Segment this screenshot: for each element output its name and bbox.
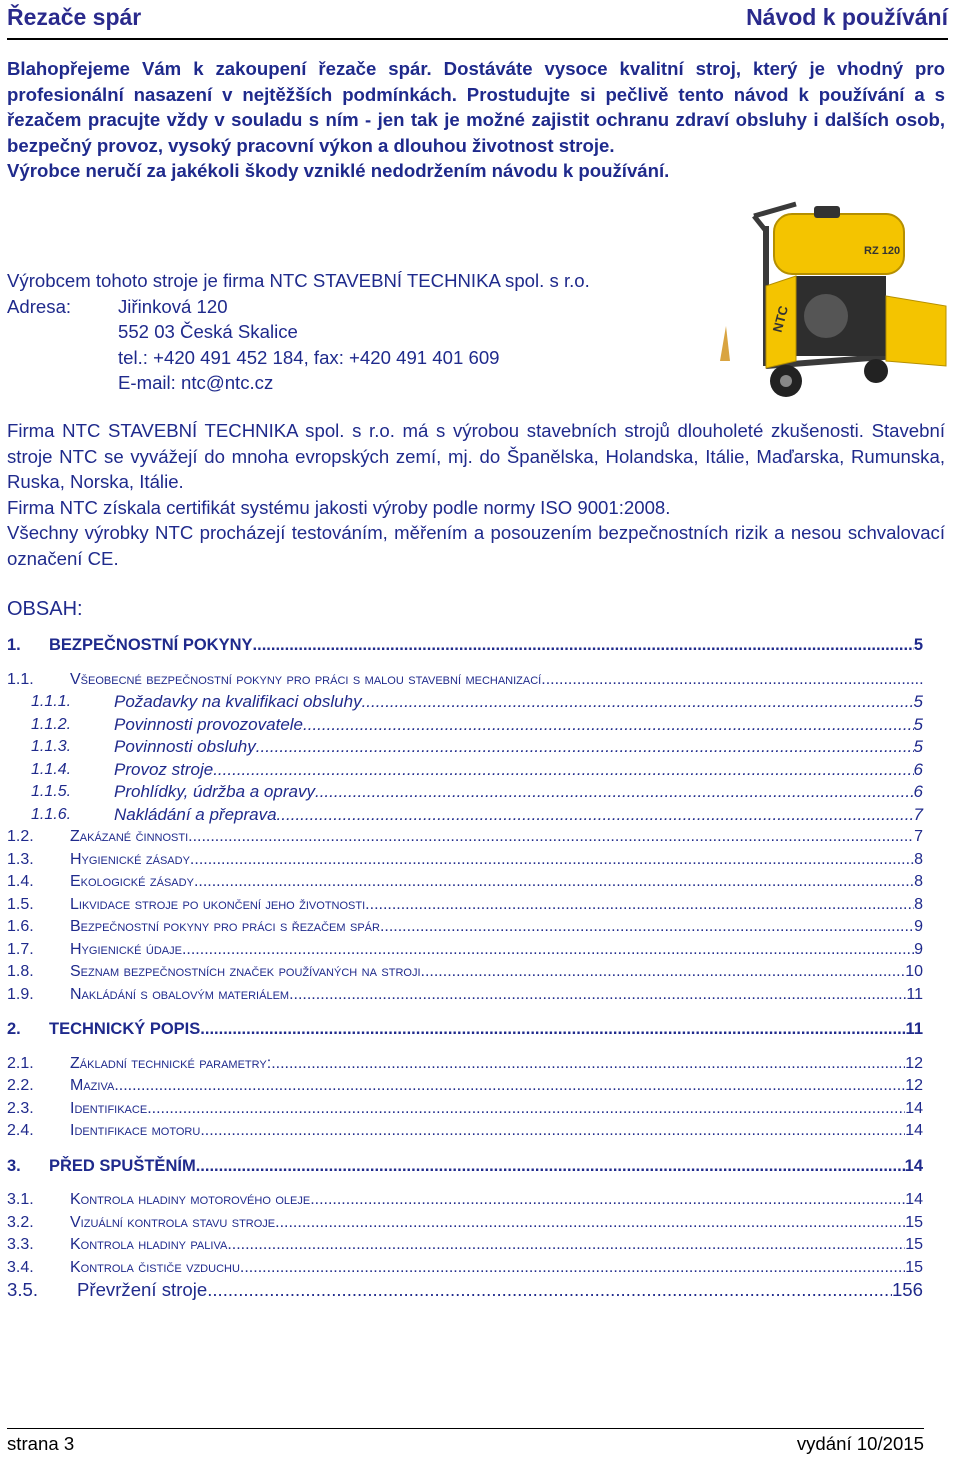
toc-number: 1.6. (7, 918, 34, 935)
city: 552 03 Česká Skalice (118, 321, 298, 342)
toc-entry[interactable] (7, 1155, 923, 1178)
page-header (7, 0, 948, 40)
toc-title-text: Požadavky na kvalifikaci obsluhy (114, 692, 362, 711)
toc-page: 6 (913, 782, 923, 801)
toc-title-text: Seznam bezpečnostních značek používaných na stroji (70, 963, 421, 980)
toc-title-text: PŘED SPUŠTĚNÍM (49, 1156, 196, 1175)
toc-page: 12 (905, 1054, 923, 1072)
toc-page: 12 (905, 1077, 923, 1094)
toc-number: 1.2. (7, 828, 34, 845)
company-info (7, 418, 945, 571)
toc-entry[interactable] (7, 781, 923, 804)
company-experience: Firma NTC STAVEBNÍ TECHNIKA spol. s r.o. má s výrobou stavebních strojů dlouholeté zkušenosti. Stavební stroje NTC se vyvážejí do mnoha evropských zemí, mj. do Španělska, Holandska, Itálie, Maďarska, Rumunska, Ruska, Norska, Itálie. (7, 420, 945, 492)
toc-leader (188, 826, 914, 849)
toc-page: 8 (914, 873, 923, 890)
manufacturer-line: Výrobcem tohoto stroje je firma NTC STAVEBNÍ TECHNIKA spol. s r.o. (7, 270, 590, 291)
toc-leader (256, 736, 914, 759)
toc-leader (289, 984, 906, 1007)
toc-entry[interactable] (7, 849, 923, 872)
toc-title-text: Bezpečnostní pokyny pro práci s řezačem spár (70, 918, 380, 935)
address-row (7, 294, 707, 320)
toc-leader (275, 1212, 905, 1235)
toc-title-text: Hygienické údaje (70, 940, 182, 958)
blade-guard (886, 296, 946, 366)
toc-number: 2.3. (7, 1099, 34, 1117)
toc-number: 1.1.5. (31, 783, 72, 800)
toc-leader (380, 916, 914, 939)
toc-title: OBSAH: (7, 598, 83, 620)
toc-number: 1.1. (7, 670, 34, 688)
toc-number: 3.5. (7, 1279, 39, 1300)
intro-text (7, 56, 945, 184)
joint-cutter-image (696, 186, 958, 412)
toc-leader (362, 691, 914, 714)
toc-entry[interactable] (7, 1189, 923, 1212)
toc-leader (277, 804, 914, 827)
toc-leader (365, 894, 914, 917)
toc-title-text: Základní technické parametry: (70, 1054, 272, 1072)
brand-label: NTC (769, 304, 792, 334)
toc-entry[interactable] (7, 939, 923, 962)
toc-page: 5 (913, 714, 923, 734)
toc-number: 2.2. (7, 1077, 34, 1094)
table-of-contents (7, 634, 923, 1302)
toc-title-text: Všeobecné bezpečnostní pokyny pro práci s malou stavební mechanizací (70, 670, 542, 688)
ce-marking: Všechny výrobky NTC procházejí testováním, měřením a posouzením bezpečnostních rizik a nesou schvalovací označení CE. (7, 522, 945, 569)
toc-entry[interactable] (7, 871, 923, 894)
toc-title-text: Provoz stroje (114, 759, 214, 779)
toc-number: 1.1.1. (31, 693, 72, 710)
engine-cover (804, 294, 848, 338)
toc-entry[interactable] (7, 1098, 923, 1121)
toc-entry[interactable] (7, 1257, 923, 1280)
toc-title-text: Hygienické zásady (70, 850, 190, 868)
toc-title-text: Zakázané činnosti (70, 828, 189, 845)
toc-number: 2.1. (7, 1054, 34, 1072)
disclaimer: Výrobce neručí za jakékoli škody vzniklé nedodržením návodu k používání. (7, 160, 670, 181)
toc-title-text: BEZPEČNOSTNÍ POKYNY (49, 636, 253, 654)
toc-leader (182, 939, 914, 962)
toc-number: 1.1.3. (31, 738, 72, 755)
toc-leader (421, 961, 906, 984)
tank-cap (814, 206, 840, 218)
toc-page: 8 (914, 850, 923, 868)
street: Jiřinková 120 (118, 295, 228, 317)
toc-title-text: Kontrola hladiny motorového oleje (70, 1191, 311, 1208)
toc-number: 1.9. (7, 985, 34, 1003)
toc-entry[interactable] (7, 691, 923, 714)
toc-title-text: Nakládání a přeprava (114, 804, 277, 824)
toc-leader (310, 1189, 905, 1212)
toc-entry[interactable] (7, 1018, 923, 1041)
header-subtitle: Návod k používání (746, 4, 948, 30)
toc-page: 8 (914, 895, 923, 913)
toc-leader (114, 1075, 905, 1098)
toc-title-text: Povinnosti obsluhy (114, 737, 256, 756)
toc-title-text: Ekologické zásady (70, 873, 194, 890)
page-number: strana 3 (7, 1433, 75, 1454)
manufacturer-info (7, 268, 707, 396)
toc-number: 1.8. (7, 963, 34, 980)
toc-number: 2.4. (7, 1122, 34, 1139)
toc-leader (194, 871, 914, 894)
toc-leader (227, 1234, 905, 1257)
toc-leader (303, 714, 914, 737)
toc-title-text: Kontrola čističe vzduchu (70, 1258, 240, 1276)
toc-number: 1. (7, 636, 21, 654)
toc-page: 9 (914, 940, 923, 958)
toc-page: 11 (906, 985, 923, 1003)
toc-title-text: Převržení stroje. (77, 1279, 213, 1300)
toc-leader (212, 1279, 892, 1302)
toc-page: 14 (904, 1156, 923, 1175)
toc-entry[interactable] (7, 1053, 923, 1076)
model-label: RZ 120 (864, 245, 901, 257)
toc-entry[interactable] (7, 916, 923, 939)
toc-number: 1.1.4. (31, 760, 72, 778)
toc-leader (190, 849, 914, 872)
toc-page: 14 (905, 1099, 923, 1117)
toc-leader (541, 669, 923, 692)
toc-title-text: Vizuální kontrola stavu stroje (70, 1213, 276, 1231)
toc-entry[interactable] (7, 1075, 923, 1098)
toc-number: 1.3. (7, 850, 34, 868)
toc-entry[interactable] (7, 1212, 923, 1235)
toc-entry[interactable] (7, 826, 923, 849)
toc-entry[interactable] (7, 961, 923, 984)
toc-page: 5 (913, 737, 923, 756)
toc-page: 15 (905, 1213, 923, 1231)
toc-leader (196, 1155, 905, 1178)
toc-title-text: Maziva (70, 1077, 115, 1094)
toc-title-text: Kontrola hladiny paliva (70, 1236, 228, 1253)
water-tank (774, 214, 904, 274)
iso-certificate: Firma NTC získala certifikát systému jakosti výroby podle normy ISO 9001:2008. (7, 496, 671, 518)
toc-leader (200, 1120, 905, 1143)
toc-title-text: Identifikace (70, 1099, 148, 1117)
intro-paragraph: Blahopřejeme Vám k zakoupení řezače spár. Dostáváte vysoce kvalitní stroj, který je vhodný pro profesionální nasazení v nejtěžších podmínkách. Prostudujte si pečlivě tento návod k používání a s řezačem pracujte vždy v souladu s ním - jen tak je možné zajistit ochranu zdraví obsluhy i dalších osob, bezpečný provoz, vysoký pracovní výkon a dlouhou životnost stroje. (7, 58, 945, 156)
phone: tel.: +420 491 452 184, fax: +420 491 401 609 (118, 346, 500, 368)
toc-title-text: Likvidace stroje po ukončení jeho životnosti (70, 895, 366, 913)
toc-leader (253, 634, 914, 657)
toc-leader (213, 759, 913, 782)
toc-number: 3.2. (7, 1213, 34, 1231)
rear-wheel (864, 359, 888, 383)
toc-page: 14 (905, 1191, 923, 1208)
toc-number: 1.4. (7, 873, 34, 890)
toc-number: 3.3. (7, 1236, 34, 1253)
depth-handle (720, 326, 730, 361)
toc-number: 1.1.2. (31, 715, 72, 733)
toc-page: 15 (905, 1236, 923, 1253)
toc-page: 156 (891, 1279, 923, 1300)
toc-number: 3. (7, 1156, 21, 1175)
toc-entry[interactable] (7, 1279, 923, 1302)
toc-page: 11 (905, 1020, 923, 1038)
toc-leader (200, 1018, 905, 1041)
page-footer (7, 1428, 924, 1454)
toc-page: 9 (914, 918, 923, 935)
header-title: Řezače spár (7, 4, 142, 30)
toc-entry[interactable] (7, 894, 923, 917)
email: E-mail: ntc@ntc.cz (118, 372, 274, 393)
toc-page: 10 (905, 963, 923, 980)
toc-entry[interactable] (7, 804, 923, 827)
edition: vydání 10/2015 (796, 1433, 924, 1454)
toc-entry[interactable] (7, 669, 923, 692)
toc-page: 5 (913, 692, 923, 711)
toc-page: 6 (913, 759, 923, 779)
toc-number: 3.4. (7, 1258, 34, 1276)
toc-number: 1.5. (7, 895, 34, 913)
toc-page: 7 (914, 828, 923, 845)
toc-page: 7 (913, 804, 923, 824)
toc-page: 5 (913, 636, 923, 654)
toc-entry[interactable] (7, 736, 923, 759)
toc-leader (315, 781, 914, 804)
toc-title-text: Identifikace motoru (70, 1122, 201, 1139)
toc-number: 1.1.6. (31, 805, 72, 823)
toc-title-text: Nakládání s obalovým materiálem (70, 985, 290, 1003)
toc-leader (240, 1257, 905, 1280)
address-label: Adresa: (7, 295, 72, 317)
toc-entry[interactable] (7, 1234, 923, 1257)
toc-title-text: Povinnosti provozovatele (114, 714, 304, 734)
toc-page: 15 (905, 1258, 923, 1276)
toc-title-text: Prohlídky, údržba a opravy (114, 782, 315, 801)
toc-entry[interactable] (7, 984, 923, 1007)
toc-entry[interactable] (7, 714, 923, 737)
toc-number: 1.7. (7, 940, 34, 958)
toc-number: 2. (7, 1020, 21, 1038)
toc-number: 3.1. (7, 1191, 34, 1208)
toc-entry[interactable] (7, 759, 923, 782)
toc-leader (271, 1053, 905, 1076)
toc-page: 14 (905, 1122, 923, 1139)
toc-title-text: TECHNICKÝ POPIS (49, 1020, 201, 1038)
toc-leader (147, 1098, 905, 1121)
toc-entry[interactable] (7, 1120, 923, 1143)
toc-entry[interactable] (7, 634, 923, 657)
